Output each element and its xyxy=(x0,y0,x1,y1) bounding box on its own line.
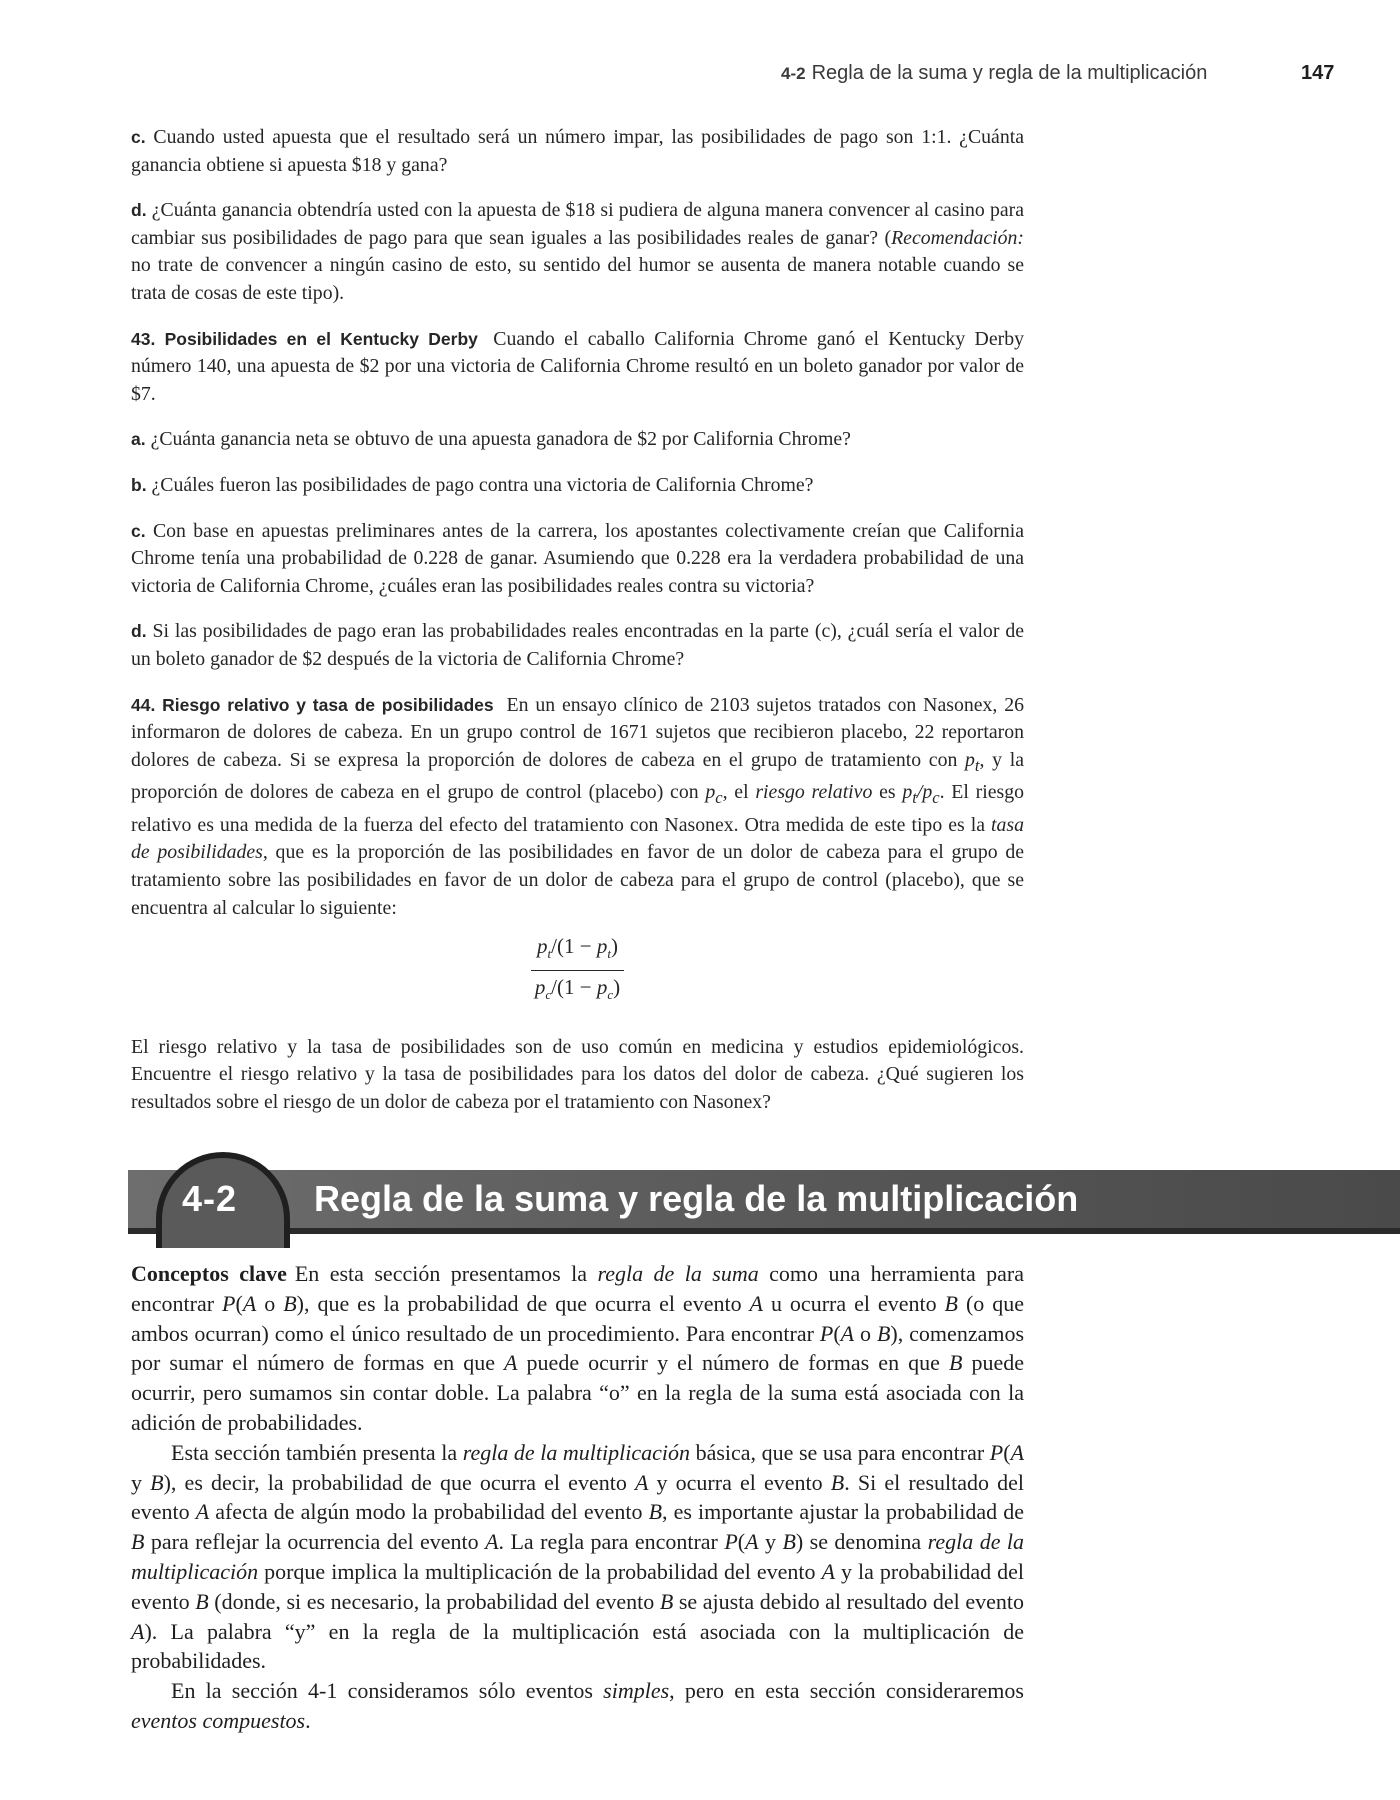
exercise-42c-text: Cuando usted apuesta que el resultado será un número impar, las posibilidades de pago son 1:1. ¿Cuánta ganancia obtiene si apuesta $18 y gana? xyxy=(131,126,1024,176)
exercise-42d-label: d. xyxy=(131,200,147,221)
var-p-c: $p_c$ xyxy=(705,781,723,808)
formula-denominator: $p_c/(1 - p_c)$ xyxy=(534,975,621,1003)
exercise-43c-text: Con base en apuestas preliminares antes de la carrera, los apostantes colectivamente creían que California Chrome tenía una probabilidad de 0.228 de ganar. Asumiendo que 0.228 era la verdadera probabilidad de una victoria de California Chrome, ¿cuáles eran las posibilidades reales contra su victoria? xyxy=(131,519,1024,597)
exercise-42d-text-1: ¿Cuánta ganancia obtendría usted con la apuesta de $18 si pudiera de alguna manera convencer al casino para cambiar sus posibilidades de pago para que sean iguales a las posibilidades reales de ganar? ( xyxy=(131,199,1024,249)
exercise-43a-label: a. xyxy=(131,429,146,450)
exercise-44 xyxy=(131,692,1024,923)
running-header-section-title: Regla de la suma y regla de la multiplicación xyxy=(811,62,1208,84)
formula-numerator: $p_t/(1 - p_t)$ xyxy=(531,932,624,971)
section-number: 4-2 xyxy=(182,1178,238,1219)
running-header-section-number: 4-2 xyxy=(781,64,806,83)
section-title: Regla de la suma y regla de la multiplicación xyxy=(314,1178,1079,1219)
exercise-43b-label: b. xyxy=(131,474,147,495)
exercise-44-text-1: En un ensayo clínico de 2103 sujetos tratados con Nasonex, 26 informaron de dolores de cabeza. En un grupo control de 1671 sujetos que recibieron placebo, 22 reportaron dolores de cabeza. Si se expresa la proporción de dolores de cabeza en el grupo de tratamiento con xyxy=(131,693,1024,771)
exercise-43c-label: c. xyxy=(131,520,146,541)
exercise-43d xyxy=(131,618,1024,673)
section-banner-rule xyxy=(128,1228,1400,1234)
key-concepts-paragraph-1: Conceptos clave En esta sección presentamos la regla de la suma como una herramienta para encontrar P(A o B), que es la probabilidad de que ocurra el evento A u ocurra el evento B (o que ambos ocurran) como el único resultado de un procedimiento. Para encontrar P(A o B), comenzamos por sumar el número de formas en que A puede ocurrir y el número de formas en que B puede ocurrir, pero sumamos sin contar doble. La palabra “o” en la regla de la suma está asociada con la adición de probabilidades. xyxy=(131,1261,1025,1435)
exercise-43b xyxy=(131,472,1024,500)
odds-ratio-formula xyxy=(131,932,1024,1009)
exercise-42d-emphasis: Recomendación: xyxy=(891,226,1024,249)
relative-risk-term: riesgo relativo xyxy=(755,781,873,804)
relative-risk-expression: $p_t/p_c$ xyxy=(902,781,940,808)
exercise-43d-text: Si las posibilidades de pago eran las probabilidades reales encontradas en la parte (c), ¿cuál sería el valor de un boleto ganador de $2 después de la victoria de California Chrome? xyxy=(131,620,1024,670)
var-p-t: $p_t$ xyxy=(965,748,980,775)
exercise-44-title: 44. Riesgo relativo y tasa de posibilidades xyxy=(131,694,494,715)
key-concepts-paragraph-3: En la sección 4-1 consideramos sólo eventos simples, pero en esta sección consideraremos eventos compuestos. xyxy=(131,1678,1024,1733)
running-header xyxy=(0,60,1400,90)
exercise-43-title: 43. Posibilidades en el Kentucky Derby xyxy=(131,328,478,349)
exercise-44-after-formula: El riesgo relativo y la tasa de posibilidades son de uso común en medicina y estudios epidemiológicos. Encuentre el riesgo relativo y la tasa de posibilidades para los datos del dolor de cabeza. ¿Qué sugieren los resultados sobre el riesgo de un dolor de cabeza por el tratamiento con Nasonex? xyxy=(131,1035,1024,1113)
exercise-43-text: Cuando el caballo California Chrome ganó el Kentucky Derby número 140, una apuesta de $2 por una victoria de California Chrome resultó en un boleto ganador por valor de $7. xyxy=(131,327,1024,405)
exercise-43a-text: ¿Cuánta ganancia neta se obtuvo de una apuesta ganadora de $2 por California Chrome? xyxy=(150,428,851,451)
section-banner xyxy=(128,1170,1400,1234)
odds-ratio-term: tasa de posibilidades xyxy=(131,813,1024,864)
exercise-43b-text: ¿Cuáles fueron las posibilidades de pago contra una victoria de California Chrome? xyxy=(151,473,814,496)
key-concepts-paragraph-2: Esta sección también presenta la regla de la multiplicación básica, que se usa para encontrar P(A y B), es decir, la probabilidad de que ocurra el evento A y ocurra el evento B. Si el resultado del evento A afecta de algún modo la probabilidad del evento B, es importante ajustar la probabilidad de B para reflejar la ocurrencia del evento A. La regla para encontrar P(A y B) se denomina regla de la multiplicación porque implica la multiplicación de la probabilidad del evento A y la probabilidad del evento B (donde, si es necesario, la probabilidad del evento B se ajusta debido al resultado del evento A). La palabra “y” en la regla de la multiplicación está asociada con la multiplicación de probabilidades. xyxy=(131,1439,1025,1674)
odds-ratio-fraction xyxy=(529,932,626,1009)
exercise-42d xyxy=(131,197,1024,307)
exercise-42c-label: c. xyxy=(131,127,146,147)
exercise-43c xyxy=(131,518,1024,601)
page-number: 147 xyxy=(1301,62,1335,84)
exercises-block xyxy=(131,124,1024,1134)
exercise-42c xyxy=(131,124,1024,179)
exercise-43d-label: d. xyxy=(131,621,147,642)
exercise-44-text-2: , y la proporción de dolores de cabeza en el grupo de control (placebo) con xyxy=(131,748,1024,804)
running-header-section xyxy=(781,60,1207,87)
exercise-43a xyxy=(131,426,1024,454)
exercise-44-text-5: . El riesgo relativo es una medida de la fuerza del efecto del tratamiento con Nasonex. Otra medida de este tipo es la xyxy=(131,781,1024,836)
key-concepts-label: Conceptos clave xyxy=(131,1261,287,1286)
exercise-44-text-6: , que es la proporción de las posibilidades en favor de un dolor de cabeza para el grupo de tratamiento sobre las posibilidades en favor de un dolor de cabeza para el grupo de control (placebo), que se encuentra al calcular lo siguiente: xyxy=(131,841,1024,919)
key-concepts xyxy=(131,1259,1024,1736)
exercise-44-text-3: , el xyxy=(722,781,756,804)
exercise-42d-text-2: no trate de convencer a ningún casino de esto, su sentido del humor se ausenta de manera notable cuando se trata de cosas de este tipo). xyxy=(131,254,1024,304)
exercise-44-text-4: es xyxy=(872,781,903,804)
exercise-43 xyxy=(131,326,1024,409)
